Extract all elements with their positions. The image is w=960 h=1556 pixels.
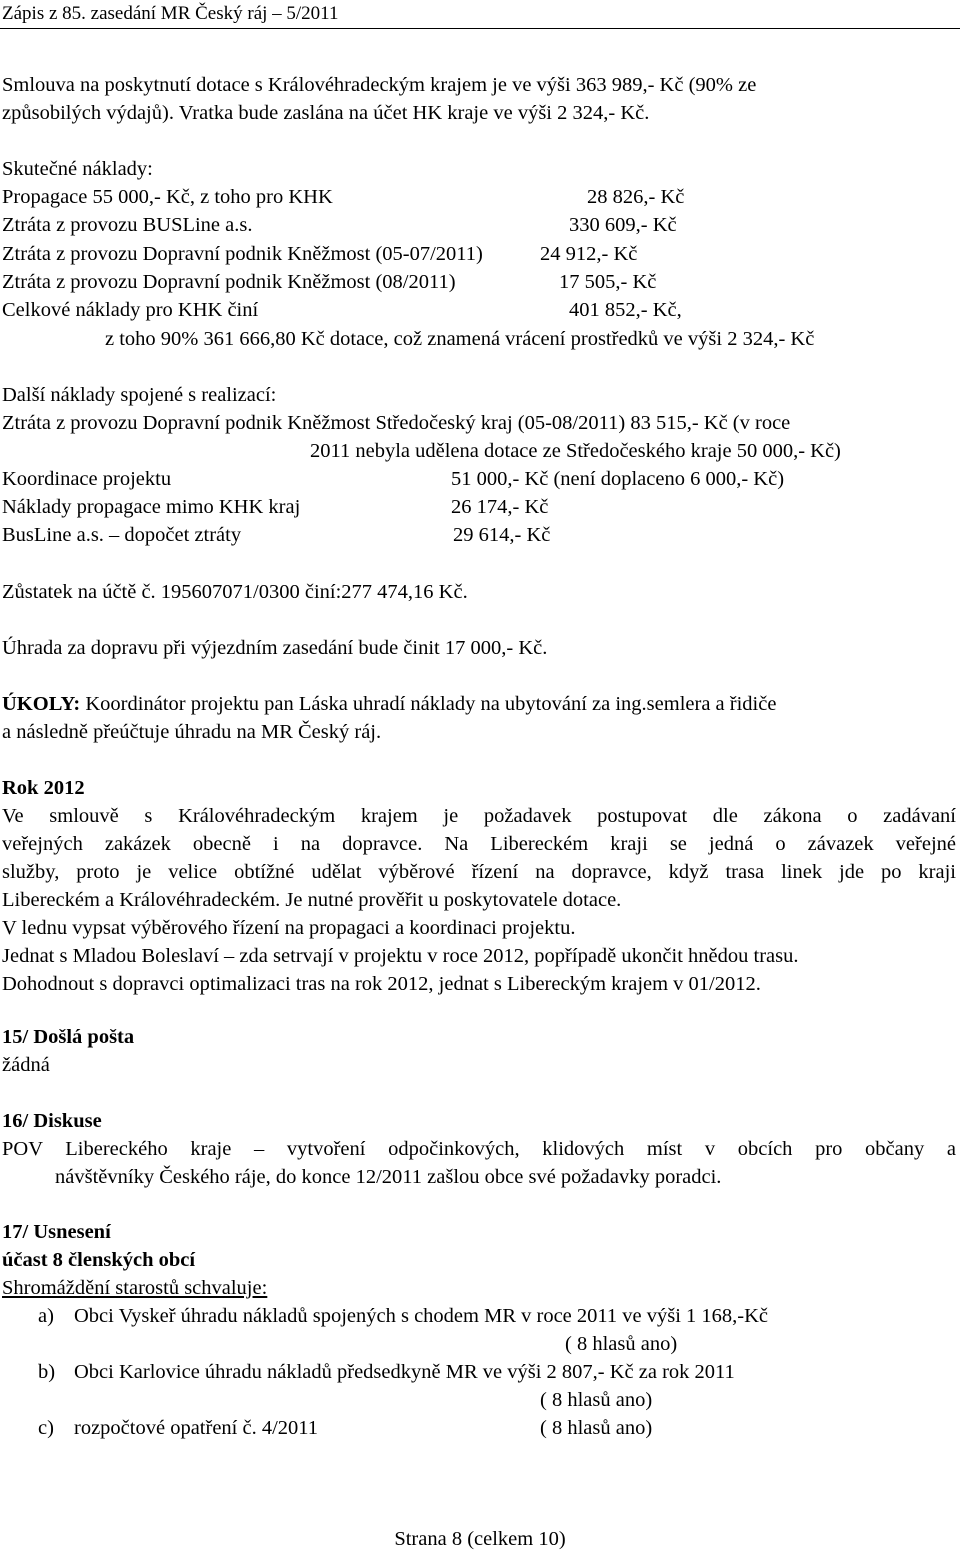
cost-amount-busline: 330 609,- Kč [569, 214, 677, 236]
intro-line-1: Smlouva na poskytnutí dotace s Královéhradeckým krajem je ve výši 363 989,- Kč (90% ze [2, 74, 757, 96]
tasks-line-2: a následně přeúčtuje úhradu na MR Český ráj. [2, 721, 382, 743]
cost-label-knezmost-1: Ztráta z provozu Dopravní podnik Kněžmost (05-07/2011) [2, 243, 483, 265]
other-label-busline: BusLine a.s. – dopočet ztráty [2, 524, 242, 546]
resolution-item-b-vote: ( 8 hlasů ano) [540, 1389, 653, 1411]
resolution-item-b-text: Obci Karlovice úhradu nákladů předsedkyně MR ve výši 2 807,- Kč za rok 2011 [74, 1361, 735, 1383]
resolution-item-c-marker: c) [38, 1417, 54, 1439]
transport-payment: Úhrada za dopravu při výjezdním zasedání bude činit 17 000,- Kč. [2, 637, 548, 659]
costs-note: z toho 90% 361 666,80 Kč dotace, což znamená vrácení prostředků ve výši 2 324,- Kč [105, 328, 815, 350]
tasks-text-1: Koordinátor projektu pan Láska uhradí náklady na ubytování za ing.semlera a řidiče [85, 693, 777, 715]
cost-label-total: Celkové náklady pro KHK činí [2, 299, 259, 321]
resolution-heading: 17/ Usnesení [2, 1221, 111, 1243]
cost-amount-knezmost-1: 24 912,- Kč [540, 243, 638, 265]
discussion-heading: 16/ Diskuse [2, 1110, 102, 1132]
resolution-attendance: účast 8 členských obcí [2, 1249, 196, 1271]
year2012-line-3: služby, proto je velice obtížné udělat výběrové řízení na dopravce, když trasa linek jde po kraji [2, 861, 956, 883]
year2012-line-1: Ve smlouvě s Královéhradeckým krajem je požadavek postupovat dle zákona o zadávaní [2, 805, 956, 827]
other-amount-busline: 29 614,- Kč [453, 524, 551, 546]
other-line-1: Ztráta z provozu Dopravní podnik Kněžmost Středočeský kraj (05-08/2011) 83 515,- Kč (v roce [2, 412, 791, 434]
cost-amount-total: 401 852,- Kč, [569, 299, 682, 321]
resolution-item-c-vote: ( 8 hlasů ano) [540, 1417, 653, 1439]
discussion-line-1: POV Libereckého kraje – vytvoření odpočinkových, klidových míst v obcích pro občany a [2, 1138, 956, 1160]
mail-heading: 15/ Došlá pošta [2, 1026, 135, 1048]
resolution-item-a-text: Obci Vyskeř úhradu nákladů spojených s chodem MR v roce 2011 ve výši 1 168,-Kč [74, 1305, 769, 1327]
tasks-line-1 [2, 692, 776, 716]
cost-amount-knezmost-2: 17 505,- Kč [559, 271, 657, 293]
resolution-item-a-marker: a) [38, 1305, 54, 1327]
year2012-line-2: veřejných zakázek obecně i na dopravce. Na Libereckém kraji se jedná o závazek veřejné [2, 833, 956, 855]
page-footer: Strana 8 (celkem 10) [394, 1528, 566, 1550]
page-header-title: Zápis z 85. zasedání MR Český ráj – 5/2011 [2, 3, 339, 24]
costs-heading: Skutečné náklady: [2, 158, 153, 180]
intro-line-2: způsobilých výdajů). Vratka bude zaslána na účet HK kraje ve výši 2 324,- Kč. [2, 102, 650, 124]
tasks-label: ÚKOLY: [2, 693, 81, 715]
other-heading: Další náklady spojené s realizací: [2, 384, 277, 406]
other-amount-propagace: 26 174,- Kč [451, 496, 549, 518]
header-rule [0, 28, 960, 29]
year2012-line-4: Libereckém a Královéhradeckém. Je nutné prověřit u poskytovatele dotace. [2, 889, 622, 911]
other-label-propagace: Náklady propagace mimo KHK kraj [2, 496, 301, 518]
resolution-item-a-vote: ( 8 hlasů ano) [565, 1333, 678, 1355]
year2012-line-6: Jednat s Mladou Boleslaví – zda setrvají v projektu v roce 2012, popřípadě ukončit hnědou trasu. [2, 945, 799, 967]
cost-label-busline: Ztráta z provozu BUSLine a.s. [2, 214, 253, 236]
other-amount-koordinace: 51 000,- Kč (není doplaceno 6 000,- Kč) [451, 468, 785, 490]
resolution-approves: Shromáždění starostů schvaluje: [2, 1277, 268, 1299]
year2012-line-5: V lednu vypsat výběrového řízení na propagaci a koordinaci projektu. [2, 917, 576, 939]
resolution-item-b-marker: b) [38, 1361, 56, 1383]
other-label-koordinace: Koordinace projektu [2, 468, 172, 490]
mail-text: žádná [2, 1054, 50, 1076]
cost-amount-propagace: 28 826,- Kč [587, 186, 685, 208]
year2012-heading: Rok 2012 [2, 777, 85, 799]
account-balance: Zůstatek na účtě č. 195607071/0300 činí:277 474,16 Kč. [2, 581, 468, 603]
year2012-line-7: Dohodnout s dopravci optimalizaci tras na rok 2012, jednat s Libereckým krajem v 01/2012. [2, 973, 761, 995]
resolution-item-c-text: rozpočtové opatření č. 4/2011 [74, 1417, 319, 1439]
cost-label-knezmost-2: Ztráta z provozu Dopravní podnik Kněžmost (08/2011) [2, 271, 456, 293]
other-line-1b: 2011 nebyla udělena dotace ze Středočeského kraje 50 000,- Kč) [310, 440, 841, 462]
discussion-line-2: návštěvníky Českého ráje, do konce 12/2011 zašlou obce své požadavky poradci. [55, 1166, 722, 1188]
cost-label-propagace: Propagace 55 000,- Kč, z toho pro KHK [2, 186, 333, 208]
